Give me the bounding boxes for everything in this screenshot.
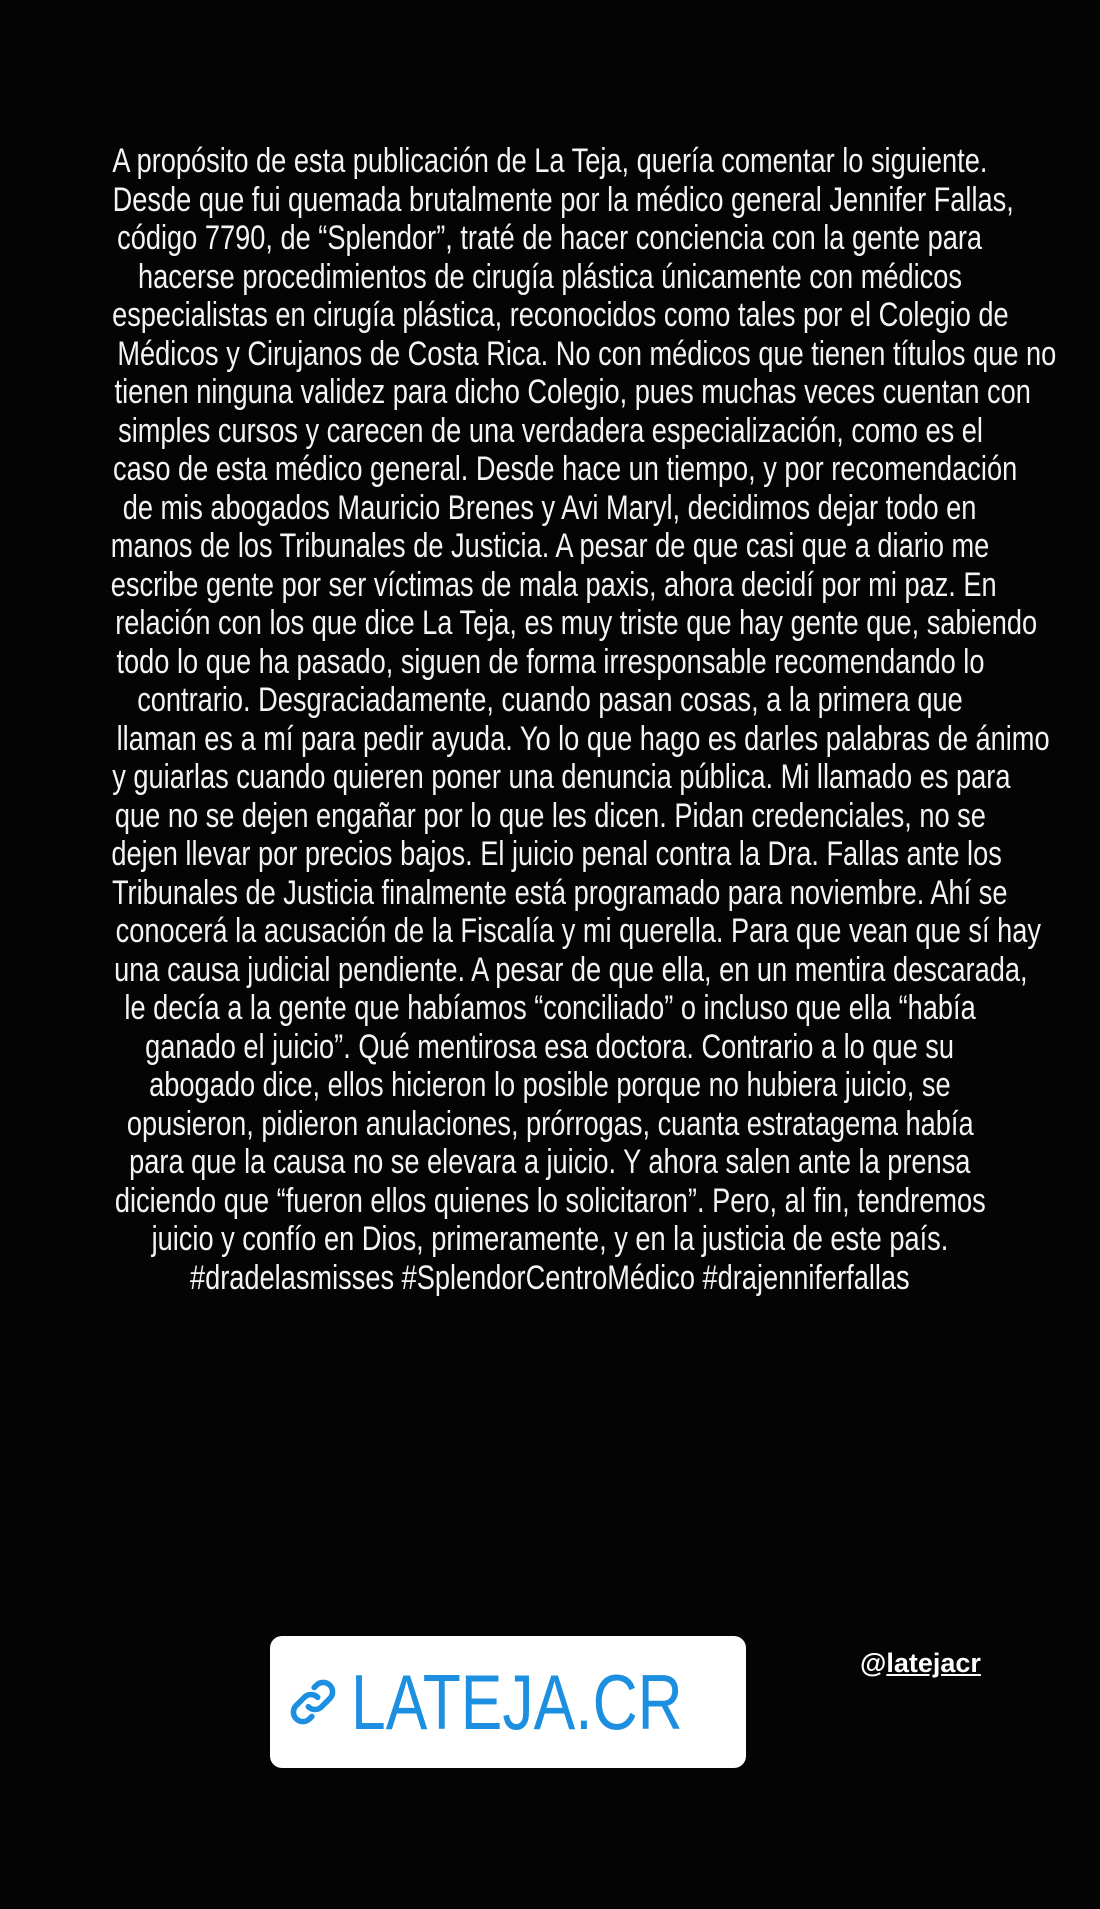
text-line-content: especialistas en cirugía plástica, reconocidos como tales por el Colegio de xyxy=(112,296,1009,334)
text-line-content: #dradelasmisses #SplendorCentroMédico #drajenniferfallas xyxy=(190,1258,910,1297)
text-line-content: caso de esta médico general. Desde hace un tiempo, y por recomendación xyxy=(113,450,1018,488)
text-line xyxy=(0,874,1100,913)
hashtags-line xyxy=(0,1259,1100,1298)
text-line-content: diciendo que “fueron ellos quienes lo solicitaron”. Pero, al fin, tendremos xyxy=(114,1181,986,1220)
text-line-content: opusieron, pidieron anulaciones, prórrogas, cuanta estratagema había xyxy=(126,1104,974,1143)
text-line xyxy=(0,720,1100,759)
text-line-content: simples cursos y carecen de una verdadera especialización, como es el xyxy=(117,411,983,450)
link-sticker[interactable] xyxy=(270,1636,746,1768)
text-line-content: Desde que fui quemada brutalmente por la médico general Jennifer Fallas, xyxy=(112,180,1014,219)
text-line-content: para que la causa no se elevara a juicio. Y ahora salen ante la prensa xyxy=(129,1143,971,1181)
text-line xyxy=(0,219,1100,258)
text-line-content: Médicos y Cirujanos de Costa Rica. No con médicos que tienen títulos que no xyxy=(117,334,1057,373)
text-line-content: hacerse procedimientos de cirugía plástica únicamente con médicos xyxy=(138,257,962,296)
text-line-content: ganado el juicio”. Qué mentirosa esa doctora. Contrario a lo que su xyxy=(145,1027,955,1066)
text-line xyxy=(0,604,1100,643)
text-line-content: una causa judicial pendiente. A pesar de que ella, en un mentira descarada, xyxy=(114,950,1028,989)
text-line-content: manos de los Tribunales de Justicia. A pesar de que casi que a diario me xyxy=(110,527,990,565)
text-line xyxy=(0,296,1100,335)
text-line xyxy=(0,566,1100,605)
text-line-content: relación con los que dice La Teja, es muy triste que hay gente que, sabiendo xyxy=(115,604,1038,642)
text-line xyxy=(0,373,1100,412)
text-line-content: le decía a la gente que habíamos “conciliado” o incluso que ella “había xyxy=(124,989,976,1027)
text-line-content: conocerá la acusación de la Fiscalía y mi querella. Para que vean que sí hay xyxy=(115,912,1042,950)
text-line xyxy=(0,912,1100,951)
link-icon xyxy=(285,1674,341,1730)
text-line xyxy=(0,835,1100,874)
text-line-content: y guiarlas cuando quieren poner una denuncia pública. Mi llamado es para xyxy=(112,758,1011,796)
text-line-content: dejen llevar por precios bajos. El juicio penal contra la Dra. Fallas ante los xyxy=(111,835,1002,873)
text-line xyxy=(0,797,1100,836)
mention-handle: latejacr xyxy=(886,1648,981,1678)
text-line-content: escribe gente por ser víctimas de mala paxis, ahora decidí por mi paz. En xyxy=(110,565,997,604)
text-line xyxy=(0,450,1100,489)
text-line-content: que no se dejen engañar por lo que les dicen. Pidan credenciales, no se xyxy=(114,796,986,835)
text-line-content: juicio y confío en Dios, primeramente, y en la justicia de este país. xyxy=(151,1220,949,1258)
text-line xyxy=(0,989,1100,1028)
text-line xyxy=(0,1066,1100,1105)
text-line xyxy=(0,335,1100,374)
text-line xyxy=(0,1105,1100,1144)
text-line-content: tienen ninguna validez para dicho Colegio, pues muchas veces cuentan con xyxy=(114,373,1031,411)
text-line xyxy=(0,758,1100,797)
text-line xyxy=(0,681,1100,720)
text-line xyxy=(0,1220,1100,1259)
text-line-content: todo lo que ha pasado, siguen de forma irresponsable recomendando lo xyxy=(116,642,984,681)
mention-at: @ xyxy=(860,1648,887,1678)
text-line xyxy=(0,1028,1100,1067)
text-line xyxy=(0,527,1100,566)
mention-sticker[interactable] xyxy=(860,1648,981,1679)
text-line xyxy=(0,643,1100,682)
text-line xyxy=(0,258,1100,297)
text-line xyxy=(0,951,1100,990)
text-line xyxy=(0,1143,1100,1182)
text-line xyxy=(0,1182,1100,1221)
text-line xyxy=(0,489,1100,528)
text-line xyxy=(0,181,1100,220)
link-sticker-label: LATEJA.CR xyxy=(351,1658,683,1746)
text-line-content: A propósito de esta publicación de La Teja, quería comentar lo siguiente. xyxy=(112,142,988,180)
story-text xyxy=(0,142,1100,1297)
text-line xyxy=(0,412,1100,451)
text-line-content: código 7790, de “Splendor”, traté de hacer conciencia con la gente para xyxy=(117,219,983,257)
text-line-content: Tribunales de Justicia finalmente está programado para noviembre. Ahí se xyxy=(111,873,1008,912)
text-line-content: llaman es a mí para pedir ayuda. Yo lo que hago es darles palabras de ánimo xyxy=(116,719,1050,758)
text-line xyxy=(0,142,1100,181)
text-line-content: abogado dice, ellos hicieron lo posible porque no hubiera juicio, se xyxy=(149,1066,951,1104)
text-line-content: contrario. Desgraciadamente, cuando pasan cosas, a la primera que xyxy=(137,681,963,719)
text-line-content: de mis abogados Mauricio Brenes y Avi Maryl, decidimos dejar todo en xyxy=(123,488,977,527)
